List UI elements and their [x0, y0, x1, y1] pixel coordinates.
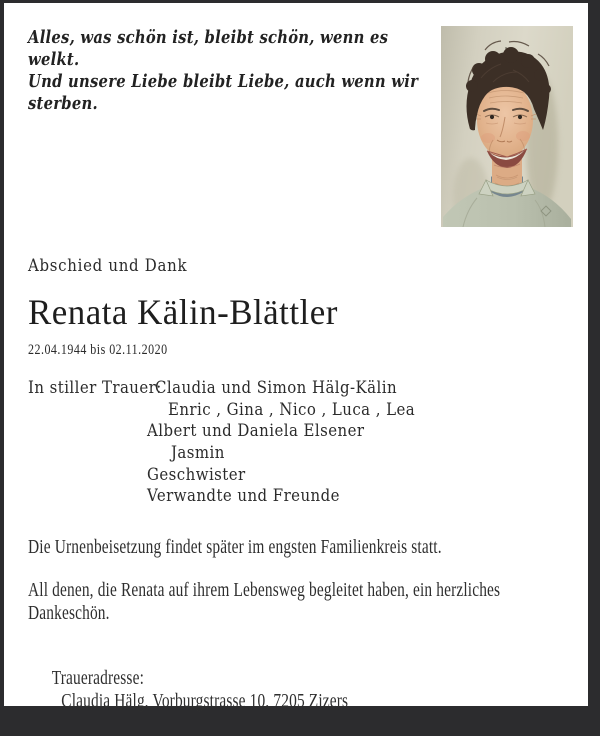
mourner-line: Jasmin — [171, 443, 225, 464]
thanks-line: All denen, die Renata auf ihrem Lebensweg begleitet haben, ein herzliches — [28, 579, 501, 601]
mourners-label: In stiller Trauer: — [28, 378, 162, 398]
memorial-quote — [28, 27, 504, 115]
address-value: Claudia Hälg, Vorburgstrasse 10, 7205 Zizers — [61, 690, 349, 712]
mourner-line: Geschwister — [147, 464, 246, 485]
quote-line: welkt. — [28, 49, 80, 70]
mourner-line: In stiller Trauer: Claudia und Simon Hälg-Kälin — [28, 378, 398, 398]
thanks-line: Dankeschön. — [28, 602, 110, 624]
mourner-line: Enric , Gina , Nico , Luca , Lea — [168, 399, 416, 420]
mourning-address — [28, 644, 444, 736]
mourners-block — [28, 378, 568, 508]
obituary-page — [4, 3, 588, 712]
burial-info: Die Urnenbeisetzung findet später im engsten Familienkreis statt. — [28, 536, 442, 558]
quote-line: Und unsere Liebe bleibt Liebe, auch wenn wir — [28, 71, 419, 92]
thanks-text — [28, 579, 600, 625]
deceased-name: Renata Kälin-Blättler — [28, 292, 338, 332]
mourner-line: Verwandte und Freunde — [147, 486, 340, 507]
address-label: Traueradresse: — [51, 667, 145, 689]
quote-line: Alles, was schön ist, bleibt schön, wenn es — [28, 27, 389, 48]
portrait-photo — [441, 26, 573, 227]
section-label: Abschied und Dank — [28, 256, 188, 276]
quote-line: sterben. — [28, 93, 98, 114]
life-dates: 22.04.1944 bis 02.11.2020 — [28, 342, 168, 358]
mourner-line: Albert und Daniela Elsener — [147, 421, 365, 442]
